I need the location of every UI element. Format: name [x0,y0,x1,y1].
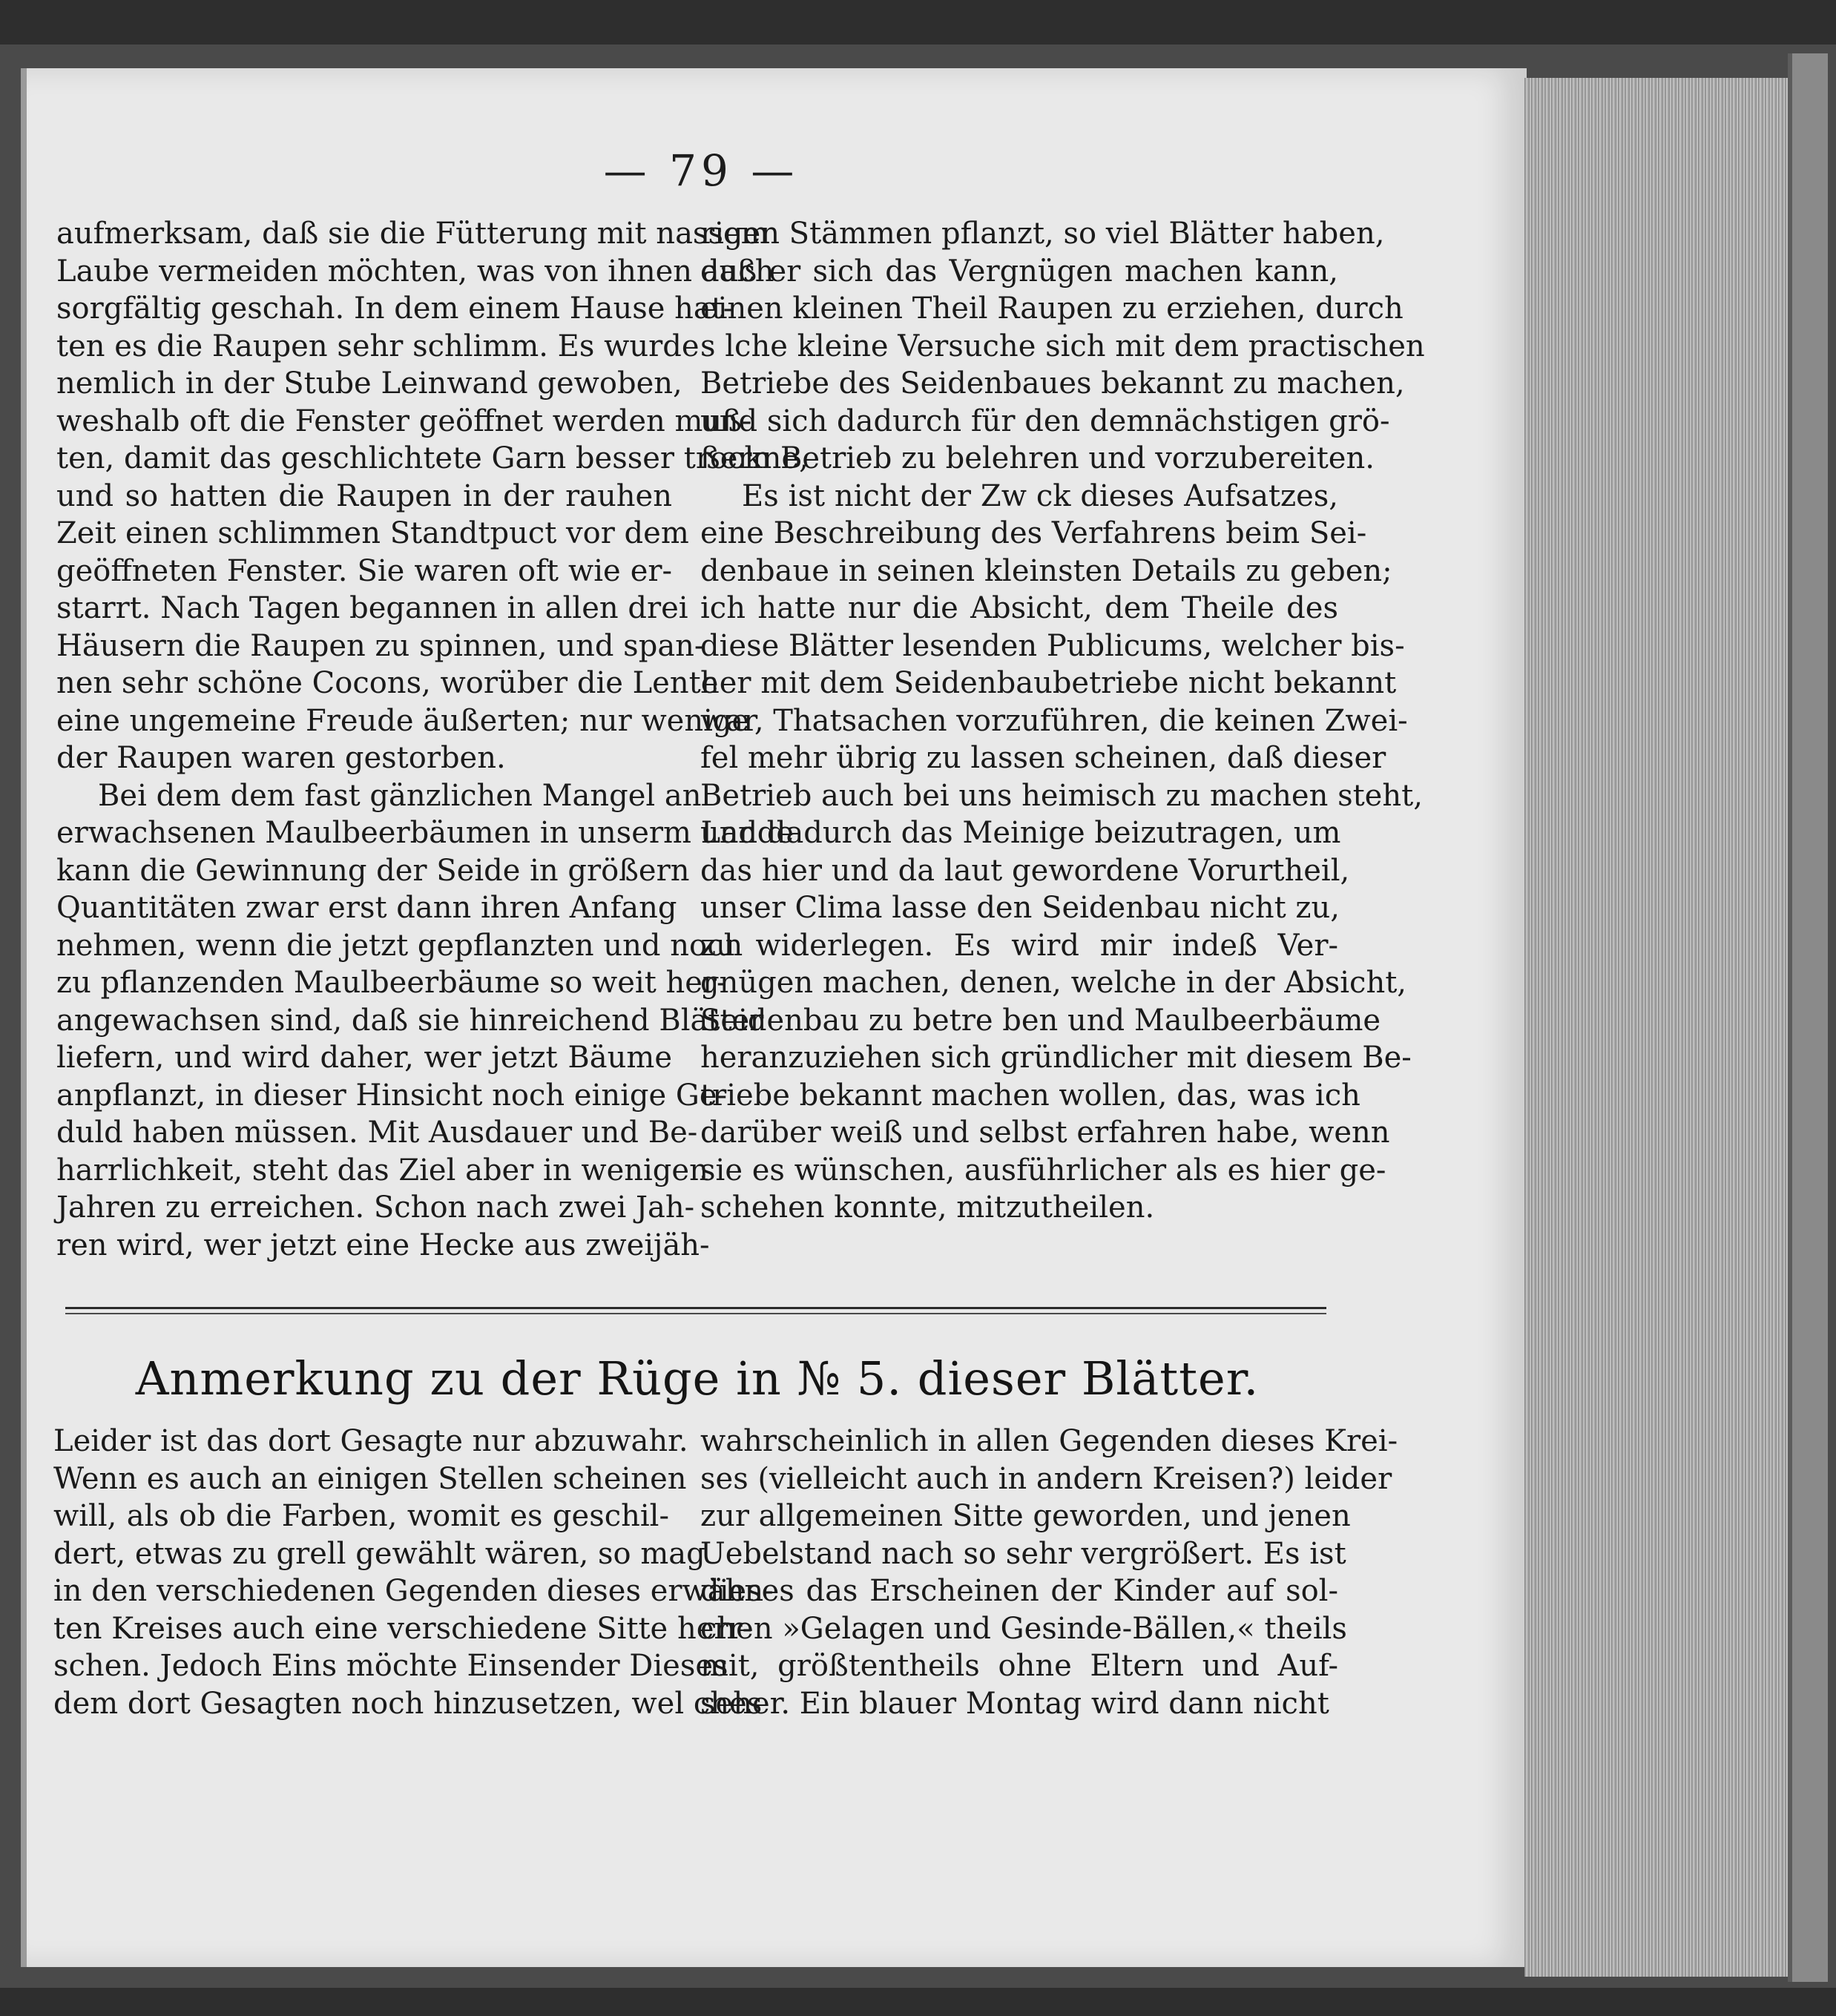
text-line: Leider ist das dort Gesagte nur abzuwahr. [53,1424,688,1458]
text-line: ich hatte nur die Absicht, dem Theile des [700,591,1338,625]
text-line: Uebelstand nach so sehr vergrößert. Es ist [700,1536,1346,1571]
text-line: zur allgemeinen Sitte geworden, und jenen [700,1499,1351,1533]
text-line: aufmerksam, daß sie die Fütterung mit nassem [56,217,769,251]
text-line: dert, etwas zu grell gewählt wären, so mag [53,1536,705,1571]
text-line: eine ungemeine Freude äußerten; nur wenige [56,703,750,738]
section2-heading: Anmerkung zu der Rüge in № 5. dieser Blätter. [135,1351,1260,1406]
text-line: war, Thatsachen vorzuführen, die keinen Zwei- [700,703,1408,738]
text-line: triebe bekannt machen wollen, das, was ich [700,1078,1360,1113]
text-line: ten es die Raupen sehr schlimm. Es wurde [56,329,700,363]
section2-left-column [53,1423,774,1722]
text-line: anpflanzt, in dieser Hinsicht noch einige Ge- [56,1078,728,1113]
section1-left-column [56,215,809,1264]
text-line: duld haben müssen. Mit Ausdauer und Be- [56,1116,698,1150]
text-line: erwachsenen Maulbeerbäumen in unserm Lande [56,816,794,850]
text-line: s lche kleine Versuche sich mit dem practischen [700,329,1425,363]
section-divider-thin [65,1313,1326,1314]
text-line: weshalb oft die Fenster geöffnet werden muß- [56,403,752,438]
section-divider [65,1307,1326,1309]
text-line: dem dort Gesagten noch hinzusetzen, wel ches [53,1686,763,1721]
text-line: daß er sich das Vergnügen machen kann, [700,254,1338,289]
text-line: rigen Stämmen pflanzt, so viel Blätter haben, [700,217,1385,251]
text-line: nehmen, wenn die jetzt gepflanzten und noch [56,928,743,963]
text-line: unser Clima lasse den Seidenbau nicht zu, [700,891,1340,925]
text-line: und so hatten die Raupen in der rauhen [56,478,672,513]
text-line: Betriebe des Seidenbaues bekannt zu machen, [700,366,1405,401]
page-number: — 79 — [603,145,799,196]
text-line: nen sehr schöne Cocons, worüber die Lente [56,666,719,700]
text-line: ren wird, wer jetzt eine Hecke aus zweijäh- [56,1228,710,1262]
text-line: wahrscheinlich in allen Gegenden dieses Krei- [700,1424,1398,1458]
text-line: kann die Gewinnung der Seide in größern [56,853,690,888]
text-line: einen kleinen Theil Raupen zu erziehen, durch [700,291,1404,326]
text-line: fel mehr übrig zu lassen scheinen, daß dieser [700,741,1386,775]
text-line: das hier und da laut gewordene Vorurtheil, [700,853,1350,888]
text-line: ten, damit das geschlichtete Garn besser trockne, [56,441,809,475]
text-line: denbaue in seinen kleinsten Details zu geben; [700,553,1392,588]
text-line: Jahren zu erreichen. Schon nach zwei Jah- [56,1190,695,1225]
text-line: Betrieb auch bei uns heimisch zu machen steht, [700,778,1423,813]
text-line: her mit dem Seidenbaubetriebe nicht bekannt [700,666,1397,700]
text-line: heranzuziehen sich gründlicher mit diesem Be- [700,1041,1412,1075]
text-line: Laube vermeiden möchten, was von ihnen auch [56,254,774,289]
page-gutter [21,68,27,1967]
text-line: schen. Jedoch Eins möchte Einsender Dieses [53,1649,728,1683]
text-line: harrlichkeit, steht das Ziel aber in wenigen [56,1153,708,1187]
text-line: eine Beschreibung des Verfahrens beim Sei- [700,516,1367,550]
text-line: gnügen machen, denen, welche in der Absicht, [700,966,1406,1000]
text-line: ses (vielleicht auch in andern Kreisen?) leider [700,1461,1392,1496]
text-line: diese Blätter lesenden Publicums, welcher bis- [700,628,1405,663]
section1-right-column [700,215,1425,1227]
text-line: Bei dem dem fast gänzlichen Mangel an [98,778,702,813]
text-line: ten Kreises auch eine verschiedene Sitte herr- [53,1611,753,1646]
section2-right-column [700,1423,1398,1722]
text-line: sorgfältig geschah. In dem einem Hause hat- [56,291,734,326]
page-edges [1524,78,1795,1977]
text-line: Häusern die Raupen zu spinnen, und span- [56,628,705,663]
text-line: Wenn es auch an einigen Stellen scheinen [53,1461,687,1496]
text-line: Es ist nicht der Zw ck dieses Aufsatzes, [742,478,1338,513]
cover-edge [1788,53,1828,1982]
text-line: chen »Gelagen und Gesinde-Bällen,« theils [700,1611,1347,1646]
text-line: Zeit einen schlimmen Standtpuct vor dem [56,516,689,550]
text-line: zu pflanzenden Maulbeerbäume so weit her- [56,966,727,1000]
text-line: geöffneten Fenster. Sie waren oft wie er- [56,553,672,588]
text-line: mit, größtentheils ohne Eltern und Auf- [700,1649,1338,1683]
text-line: ßern Betrieb zu belehren und vorzubereiten. [700,441,1375,475]
text-line: nemlich in der Stube Leinwand gewoben, [56,366,682,401]
text-line: zu widerlegen. Es wird mir indeß Ver- [700,928,1338,963]
text-line: der Raupen waren gestorben. [56,741,506,775]
text-line: sie es wünschen, ausführlicher als es hier ge- [700,1153,1386,1187]
text-line: schehen konnte, mitzutheilen. [700,1190,1155,1225]
text-line: liefern, und wird daher, wer jetzt Bäume [56,1041,672,1075]
text-line: und sich dadurch für den demnächstigen grö- [700,403,1390,438]
text-line: seher. Ein blauer Montag wird dann nicht [700,1686,1329,1721]
text-line: dieses das Erscheinen der Kinder auf sol- [700,1574,1338,1608]
text-line: Seidenbau zu betre ben und Maulbeerbäume [700,1003,1381,1038]
text-line: angewachsen sind, daß sie hinreichend Blätter [56,1003,764,1038]
text-line: in den verschiedenen Gegenden dieses erwähn- [53,1574,774,1608]
text-line: Quantitäten zwar erst dann ihren Anfang [56,891,677,925]
text-line: starrt. Nach Tagen begannen in allen drei [56,591,688,625]
text-line: und dadurch das Meinige beizutragen, um [700,816,1341,850]
text-line: will, als ob die Farben, womit es geschil- [53,1499,669,1533]
text-line: darüber weiß und selbst erfahren habe, wenn [700,1116,1390,1150]
